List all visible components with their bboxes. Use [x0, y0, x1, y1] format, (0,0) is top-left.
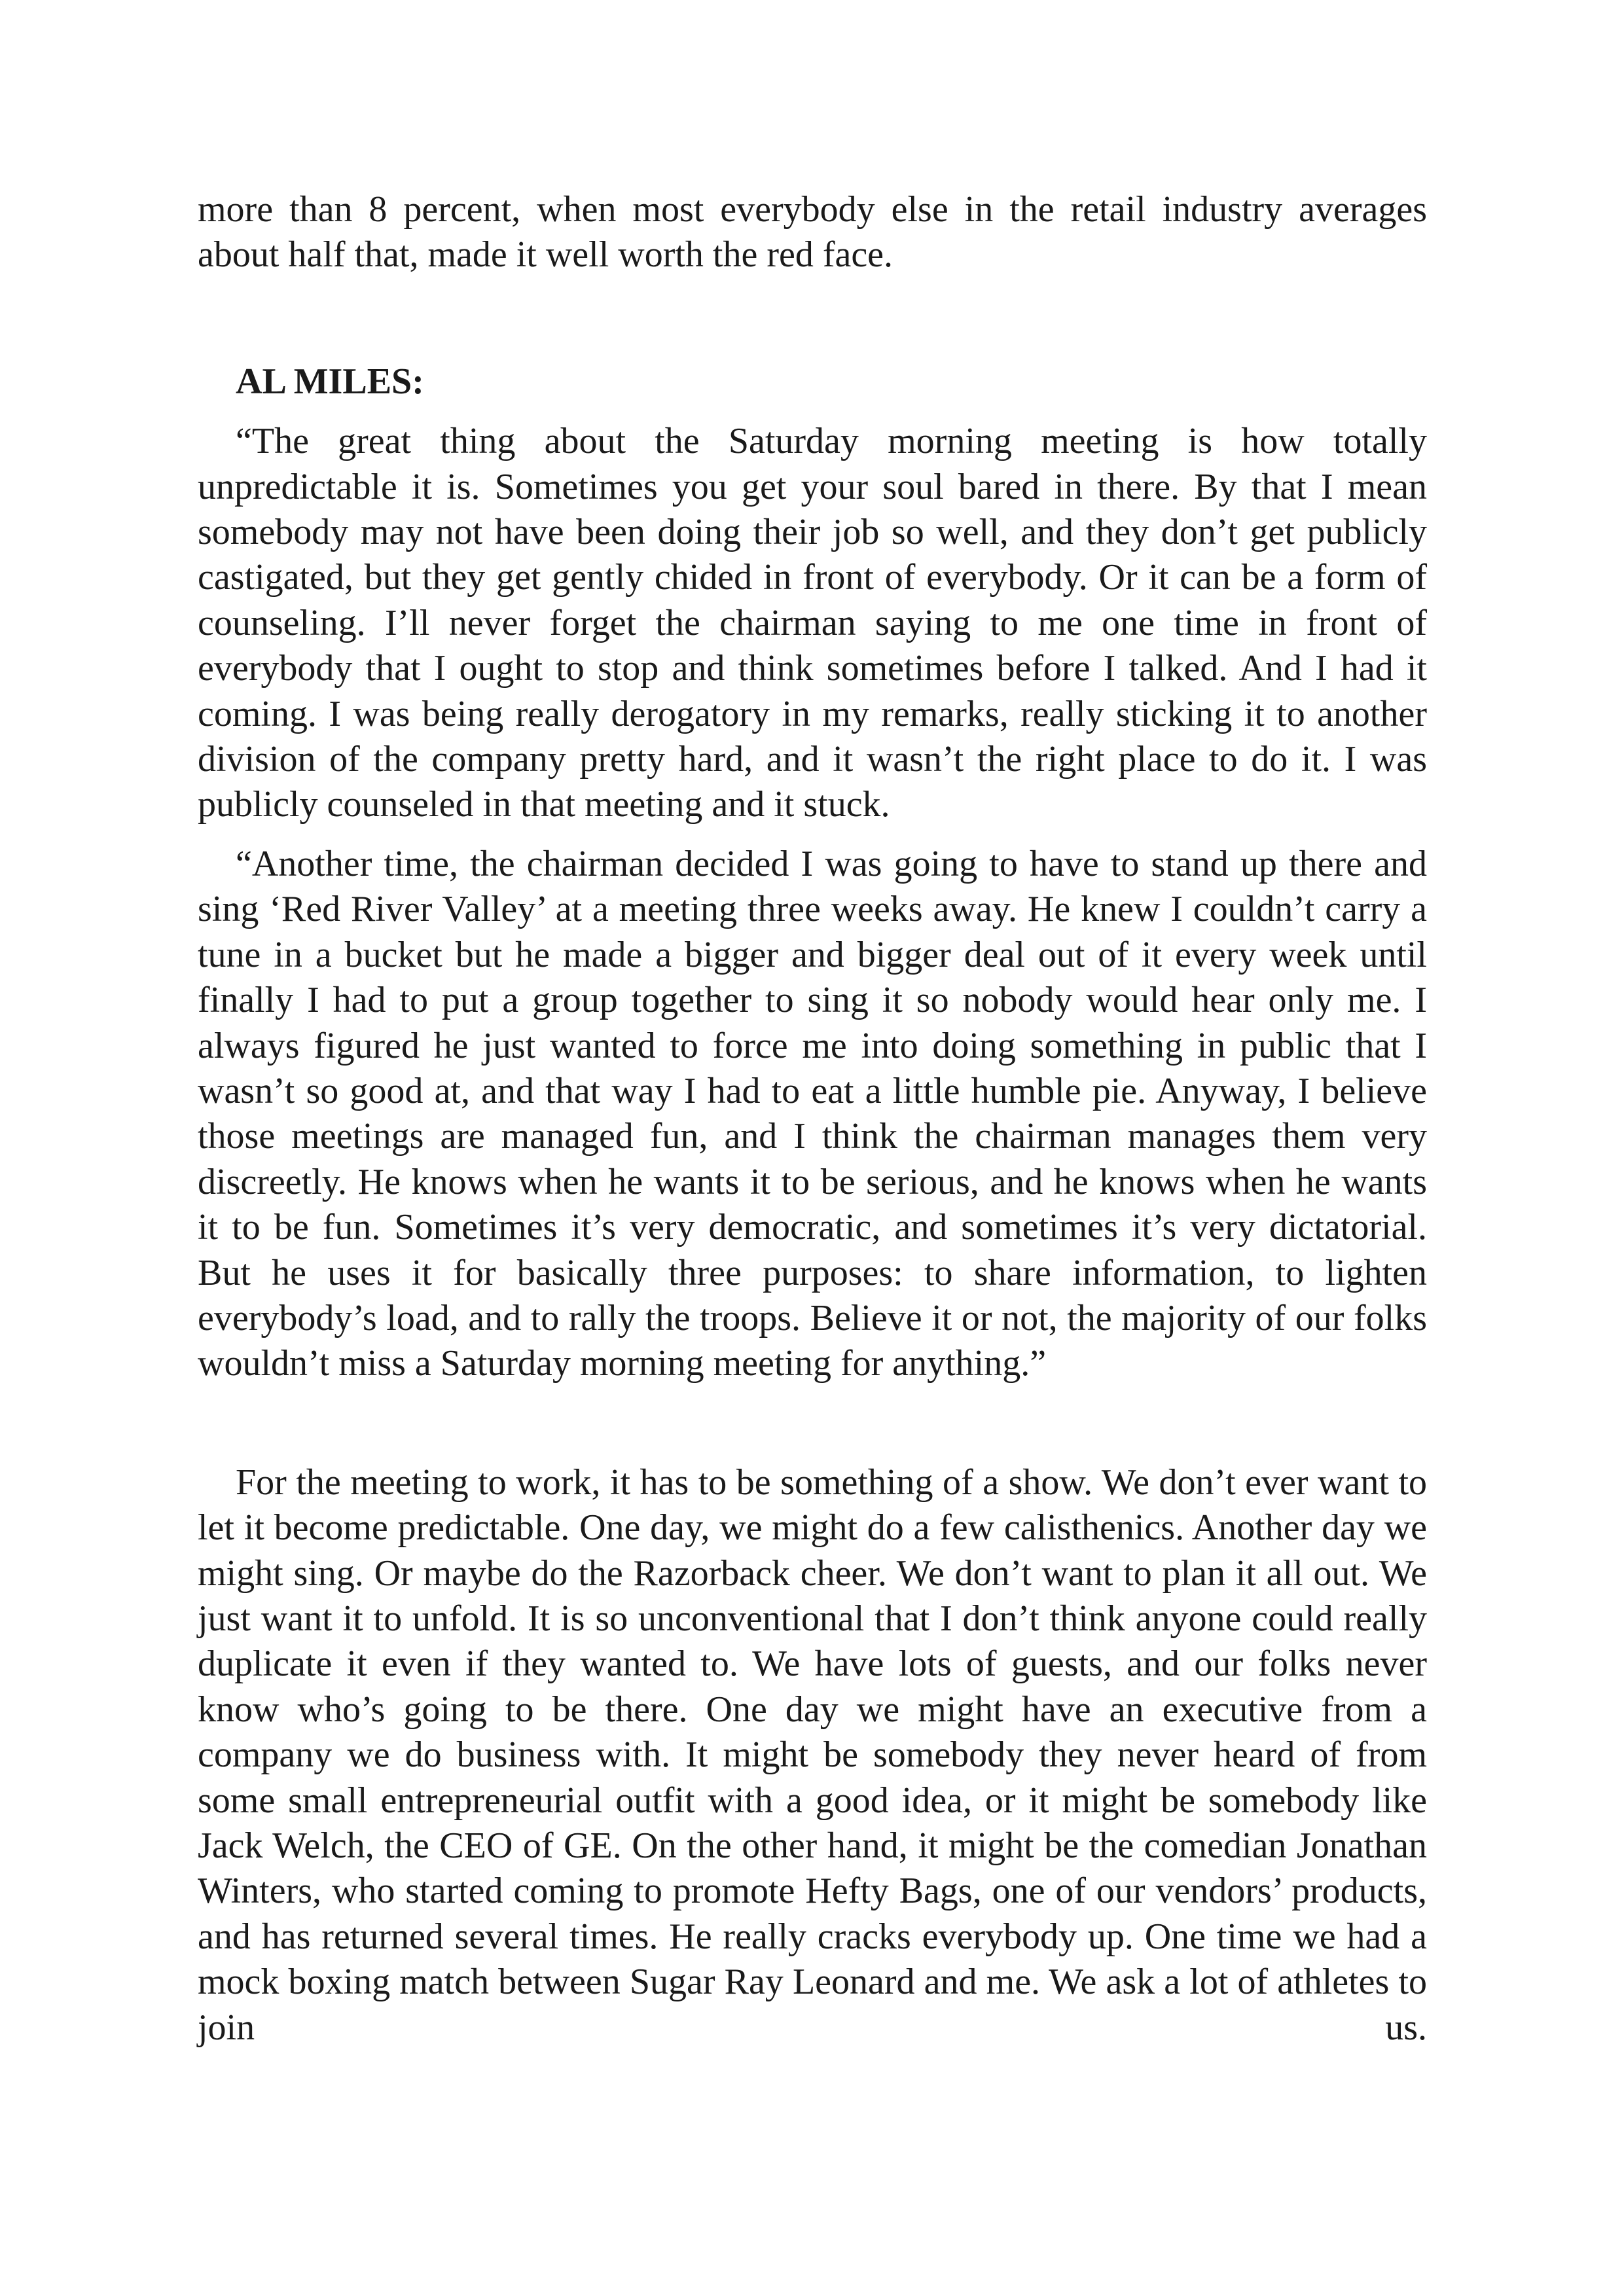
continuation-paragraph: more than 8 percent, when most everybody else in the retail industry averages about half that, made it well worth the red face.: [198, 189, 1427, 276]
body-paragraph: For the meeting to work, it has to be something of a show. We don’t ever want to let it become predictable. One day, we might do a few calisthenics. Another day we might sing. Or maybe do the Razorback cheer. We don’t want to plan it all out. We just want it to unfold. It is so unconventional that I don’t think anyone could really duplicate it even if they wanted to. We have lots of guests, and our folks never know who’s going to be there. One day we might have an executive from a company we do business with. It might be somebody they never heard of from some small entrepreneurial outfit with a good idea, or it might be somebody like Jack Welch, the CEO of GE. On the other hand, it might be the comedian Jonathan Winters, who started coming to promote Hefty Bags, one of our vendors’ products, and has returned several times. He really cracks everybody up. One time we had a mock boxing match between Sugar Ray Leonard and me. We ask a lot of athletes to join us.: [198, 1462, 1427, 2048]
quote-paragraph: “The great thing about the Saturday morning meeting is how totally unpredictable it is. Sometimes you get your soul bared in there. By that I mean somebody may not have been doing their job so well, and they don’t get publicly castigated, but they get gently chided in front of everybody. Or it can be a form of counseling. I’ll never forget the chairman saying to me one time in front of everybody that I ought to stop and think sometimes before I talked. And I had it coming. I was being really derogatory in my remarks, really sticking it to another division of the company pretty hard, and it wasn’t the right place to do it. I was publicly counseled in that meeting and it stuck.: [198, 421, 1427, 825]
quote-paragraph: “Another time, the chairman decided I was going to have to stand up there and sing ‘Red River Valley’ at a meeting three weeks away. He knew I couldn’t carry a tune in a bucket but he made a bigger and bigger deal out of it every week until finally I had to put a group together to sing it so nobody would hear only me. I always figured he just wanted to force me into doing something in public that I wasn’t so good at, and that way I had to eat a little humble pie. Anyway, I believe those meetings are managed fun, and I think the chairman manages them very discreetly. He knows when he wants it to be serious, and he knows when he wants it to be fun. Sometimes it’s very democratic, and sometimes it’s very dictatorial. But he uses it for basically three purposes: to share information, to lighten everybody’s load, and to rally the troops. Believe it or not, the majority of our folks wouldn’t miss a Saturday morning meeting for anything.”: [198, 843, 1427, 1384]
book-page: [198, 187, 1427, 2051]
speaker-heading: AL MILES:: [236, 361, 424, 402]
